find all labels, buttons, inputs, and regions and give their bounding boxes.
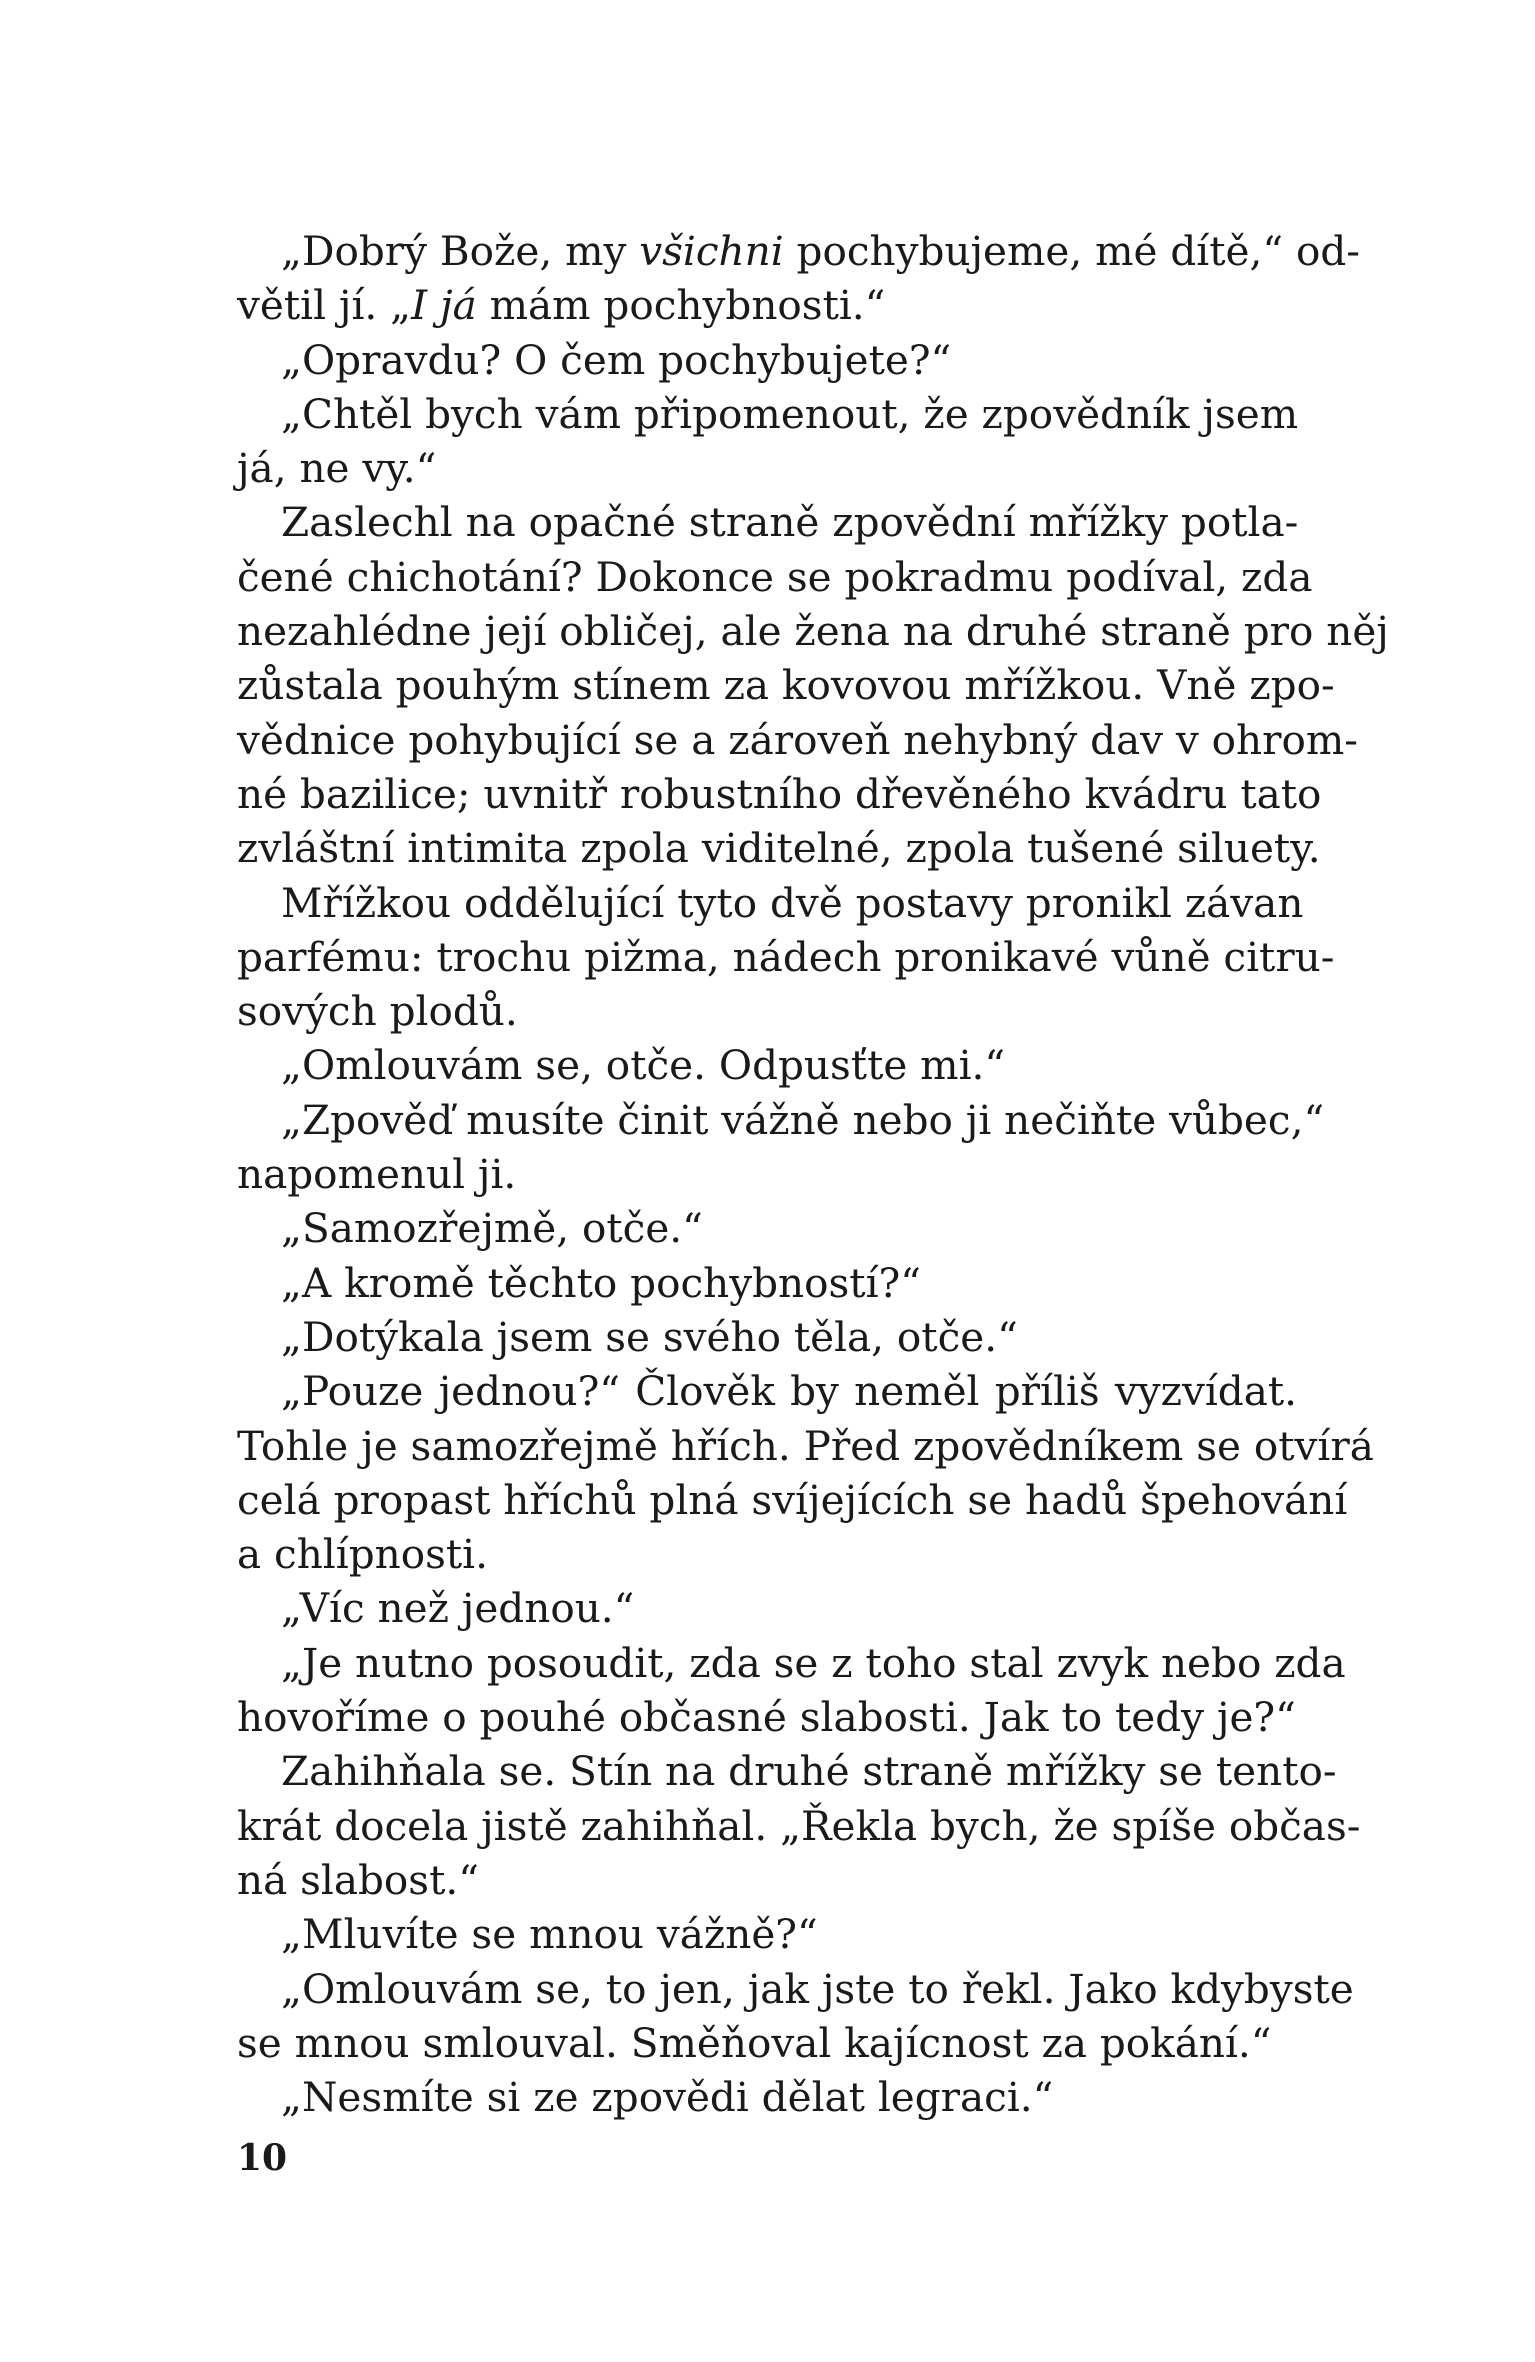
text-run: „Pouze jednou?“ Člověk by neměl příliš vyzvídat. bbox=[281, 1367, 1297, 1416]
text-run: vědnice pohybující se a zároveň nehybný dav v ohrom- bbox=[237, 715, 1358, 764]
text-run: ná slabost.“ bbox=[237, 1855, 479, 1904]
text-line bbox=[237, 550, 1313, 604]
text-run: parfému: trochu pižma, nádech pronikavé vůně citru- bbox=[237, 932, 1335, 981]
text-line bbox=[237, 2070, 1297, 2124]
text-line bbox=[237, 278, 1297, 332]
text-line bbox=[237, 604, 1389, 658]
text-run: „Nesmíte si ze zpovědi dělat legraci.“ bbox=[281, 2073, 1054, 2122]
page-number: 10 bbox=[237, 2137, 288, 2179]
text-run: zůstala pouhým stínem za kovovou mřížkou. Vně zpo- bbox=[237, 661, 1335, 710]
text-line bbox=[237, 2016, 1297, 2070]
text-line bbox=[237, 441, 1297, 495]
italic-text: všichni bbox=[639, 227, 784, 275]
text-run: a chlípnosti. bbox=[237, 1530, 488, 1579]
text-run: „Chtěl bych vám připomenout, že zpovědník jsem bbox=[281, 389, 1299, 438]
text-line bbox=[237, 1419, 1374, 1473]
text-run: čené chichotání? Dokonce se pokradmu podíval, zda bbox=[237, 552, 1313, 601]
text-run: já, ne vy.“ bbox=[237, 444, 437, 493]
text-run: „Víc než jednou.“ bbox=[281, 1584, 635, 1633]
text-line bbox=[237, 876, 1304, 930]
text-run: Zahihňala se. Stín na druhé straně mřížky se tento- bbox=[281, 1747, 1337, 1796]
text-line bbox=[237, 984, 1297, 1038]
text-line bbox=[237, 1364, 1297, 1418]
text-run: „Je nutno posoudit, zda se z toho stal zvyk nebo zda bbox=[281, 1638, 1346, 1687]
text-run: Mřížkou oddělující tyto dvě postavy pronikl závan bbox=[281, 878, 1304, 927]
text-run: „Mluvíte se mnou vážně?“ bbox=[281, 1910, 818, 1959]
text-run: mám pochybnosti.“ bbox=[476, 281, 886, 330]
text-run: sových plodů. bbox=[237, 987, 518, 1036]
text-run: se mnou smlouval. Směňoval kajícnost za pokání.“ bbox=[237, 2018, 1272, 2067]
text-run: „Dotýkala jsem se svého těla, otče.“ bbox=[281, 1312, 1018, 1361]
text-run: „Dobrý Bože, my bbox=[281, 227, 640, 275]
text-line bbox=[237, 1473, 1348, 1527]
text-run: „A kromě těchto pochybností?“ bbox=[281, 1258, 921, 1307]
text-line bbox=[237, 1256, 1297, 1310]
text-run: Zaslechl na opačné straně zpovědní mřížky potla- bbox=[281, 498, 1299, 547]
text-run: Tohle je samozřejmě hřích. Před zpovědníkem se otvírá bbox=[237, 1421, 1374, 1470]
text-line bbox=[237, 1527, 1297, 1581]
text-line bbox=[237, 1907, 1297, 1961]
text-line bbox=[237, 1744, 1337, 1798]
text-line bbox=[237, 1690, 1297, 1744]
text-line bbox=[237, 1853, 1297, 1907]
text-line bbox=[237, 1310, 1297, 1364]
text-line bbox=[237, 224, 1360, 278]
text-run: zvláštní intimita zpola viditelné, zpola tušené siluety. bbox=[237, 824, 1321, 873]
text-line bbox=[237, 495, 1297, 549]
text-run: krát docela jistě zahihňal. „Řekla bych, že spíše občas- bbox=[237, 1801, 1361, 1850]
text-line bbox=[237, 1581, 1297, 1635]
text-line bbox=[237, 1093, 1325, 1147]
text-line bbox=[237, 1201, 1297, 1255]
text-line bbox=[237, 658, 1335, 712]
text-run: „Omlouvám se, to jen, jak jste to řekl. Jako kdybyste bbox=[281, 1964, 1354, 2013]
text-line bbox=[237, 930, 1335, 984]
text-line bbox=[237, 1799, 1361, 1853]
text-run: větil jí. „ bbox=[237, 281, 412, 330]
text-line bbox=[237, 1962, 1354, 2016]
text-line bbox=[237, 1147, 1297, 1201]
body-text bbox=[237, 224, 1389, 2124]
text-line bbox=[237, 767, 1322, 821]
text-run: hovoříme o pouhé občasné slabosti. Jak to tedy je?“ bbox=[237, 1693, 1296, 1742]
text-run: nezahlédne její obličej, ale žena na druhé straně pro něj bbox=[237, 607, 1389, 656]
text-line bbox=[237, 387, 1297, 441]
text-run: napomenul ji. bbox=[237, 1150, 517, 1199]
text-run: „Opravdu? O čem pochybujete?“ bbox=[281, 335, 952, 384]
text-line bbox=[237, 821, 1321, 875]
text-run: „Samozřejmě, otče.“ bbox=[281, 1204, 703, 1253]
text-run: „Omlouvám se, otče. Odpusťte mi.“ bbox=[281, 1041, 1006, 1090]
text-line bbox=[237, 1636, 1346, 1690]
text-run: pochybujeme, mé dítě,“ od- bbox=[783, 227, 1360, 275]
text-line bbox=[237, 713, 1358, 767]
text-run: né bazilice; uvnitř robustního dřevěného kvádru tato bbox=[237, 769, 1322, 818]
text-line bbox=[237, 333, 1297, 387]
italic-text: I já bbox=[411, 281, 477, 330]
text-run: „Zpověď musíte činit vážně nebo ji nečiňte vůbec,“ bbox=[281, 1095, 1325, 1144]
text-line bbox=[237, 1038, 1297, 1092]
text-run: celá propast hříchů plná svíjejících se hadů špehování bbox=[237, 1475, 1348, 1524]
